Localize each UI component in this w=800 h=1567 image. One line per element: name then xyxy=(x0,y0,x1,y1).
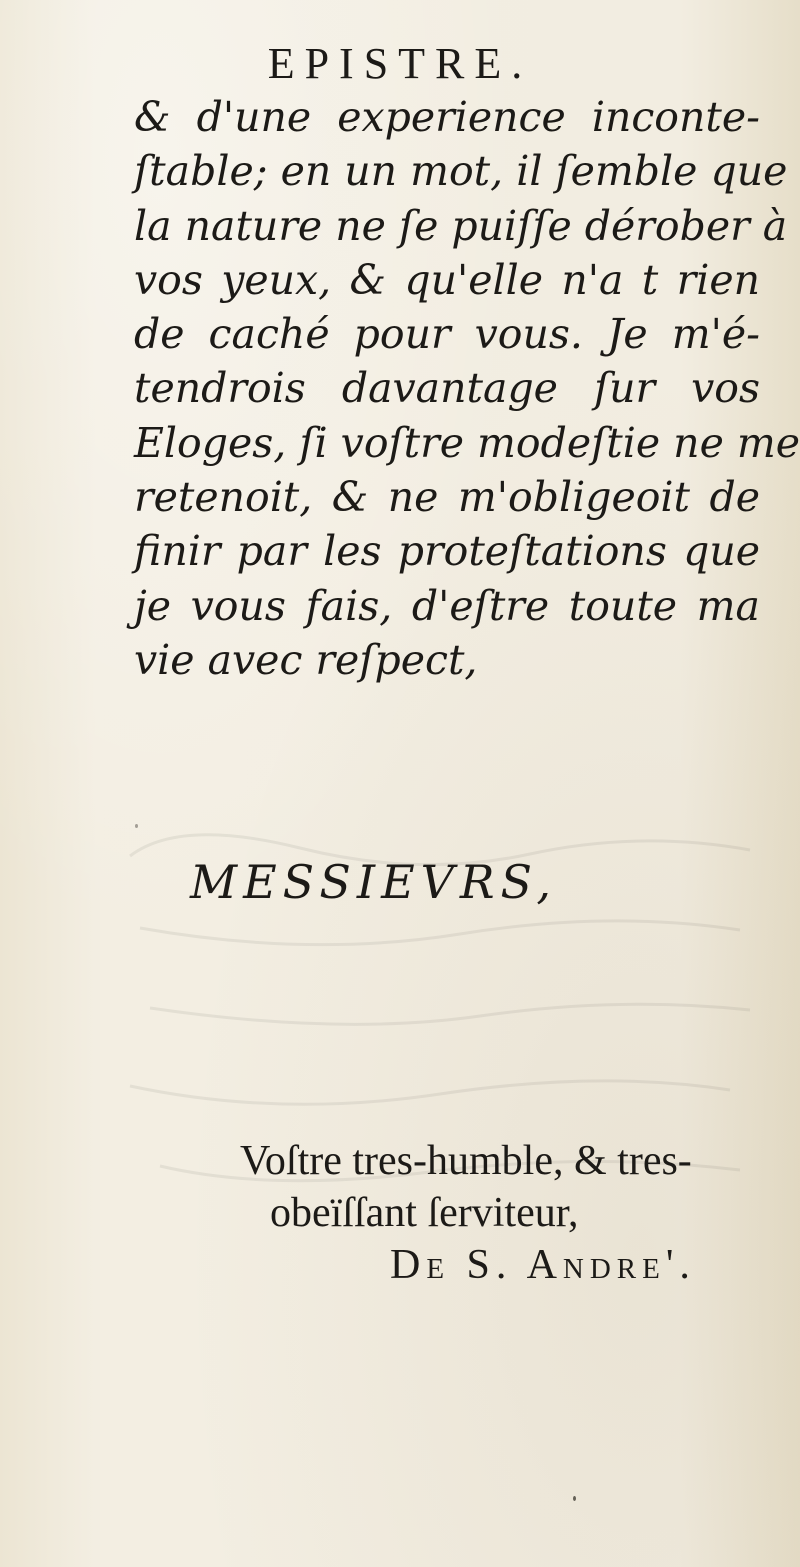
signature-line: obeïſſant ſerviteur, xyxy=(270,1190,579,1236)
text-line: ſtable; en un mot, il ſemble que xyxy=(134,147,788,196)
text-line: & d'une experience inconte- xyxy=(134,93,760,141)
signature-name: De S. Andre'. xyxy=(390,1242,696,1288)
text-line: tendrois davantage ſur vos xyxy=(134,364,760,413)
epistle-body xyxy=(134,90,800,687)
ink-speck xyxy=(573,1496,576,1501)
running-header: EPISTRE. xyxy=(267,39,533,88)
text-line: de caché pour vous. Je m'é- xyxy=(134,310,760,359)
signature-block xyxy=(240,1135,780,1291)
text-line: vos yeux, & qu'elle n'a t rien xyxy=(134,255,760,304)
text-line: Eloges, ſi voſtre modeſtie ne me xyxy=(134,418,800,467)
ink-speck xyxy=(135,824,138,828)
text-line: retenoit, & ne m'obligeoit de xyxy=(134,473,760,522)
salutation: MESSIEVRS, xyxy=(190,855,557,909)
signature-line: Voſtre tres-humble, & tres- xyxy=(240,1138,692,1184)
text-line: la nature ne ſe puiſſe dérober à xyxy=(134,201,788,250)
text-line: finir par les proteſtations que xyxy=(134,527,760,576)
text-line: vie avec reſpect, xyxy=(134,635,478,684)
text-line: je vous fais, d'eſtre toute ma xyxy=(134,581,760,630)
